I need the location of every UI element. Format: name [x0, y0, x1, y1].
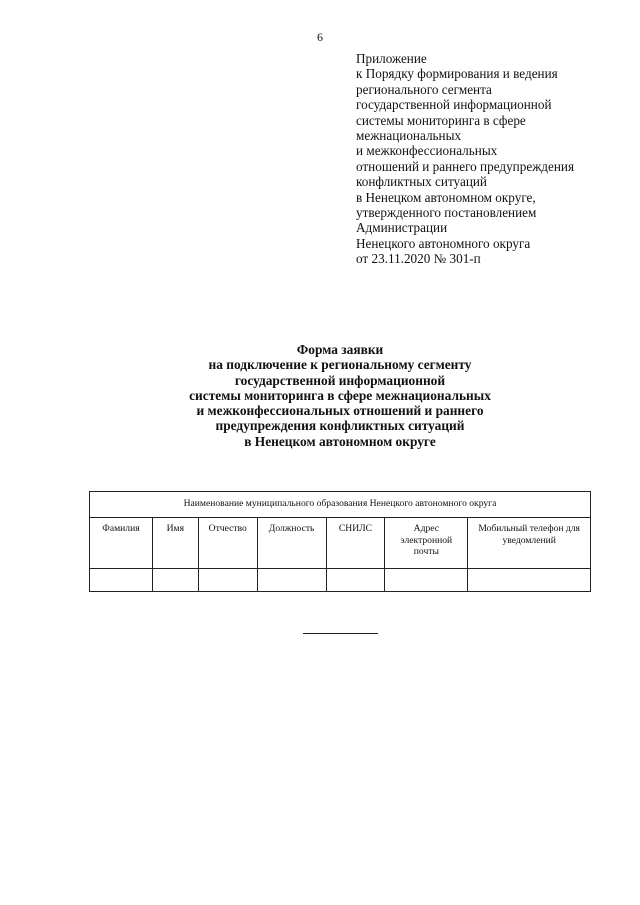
- column-header-position: Должность: [257, 518, 326, 569]
- appendix-line: конфликтных ситуаций: [356, 174, 487, 190]
- appendix-line: межнациональных: [356, 128, 462, 144]
- table-columns-row: [90, 518, 591, 569]
- form-title-line: системы мониторинга в сфере межнациональных: [189, 387, 491, 403]
- appendix-line: Администрации: [356, 220, 448, 236]
- table-cell: [326, 569, 385, 592]
- form-title-line: предупреждения конфликтных ситуаций: [215, 418, 465, 434]
- appendix-line: утвержденного постановлением: [356, 205, 537, 221]
- form-title: [0, 342, 640, 449]
- table-cell: [468, 569, 591, 592]
- appendix-line: Приложение: [356, 51, 427, 66]
- page-number: 6: [317, 30, 323, 44]
- form-title-line: на подключение к региональному сегменту: [208, 357, 472, 373]
- appendix-line: Ненецкого автономного округа: [356, 235, 531, 251]
- form-title-line: в Ненецком автономном округе: [244, 433, 436, 449]
- column-header-email: Адрес электронной почты: [385, 518, 468, 569]
- appendix-line: государственной информационной: [356, 97, 552, 113]
- table-cell: [152, 569, 198, 592]
- table-row: [90, 569, 591, 592]
- form-title-line: Форма заявки: [296, 342, 384, 357]
- municipality-header: Наименование муниципального образования Ненецкого автономного округа: [90, 492, 591, 518]
- table-header-row: [90, 492, 591, 518]
- form-title-line: государственной информационной: [234, 372, 446, 388]
- request-table: [89, 491, 591, 592]
- closing-divider-line: [303, 633, 378, 634]
- column-header-name: Имя: [152, 518, 198, 569]
- column-header-patronymic: Отчество: [198, 518, 257, 569]
- table-cell: [90, 569, 153, 592]
- appendix-block: [356, 51, 626, 267]
- appendix-line: и межконфессиональных: [356, 143, 498, 159]
- appendix-line: к Порядку формирования и ведения: [356, 66, 558, 82]
- column-header-surname: Фамилия: [90, 518, 153, 569]
- table-cell: [385, 569, 468, 592]
- table-cell: [198, 569, 257, 592]
- appendix-line: от 23.11.2020 № 301-п: [356, 251, 481, 267]
- appendix-line: в Ненецком автономном округе,: [356, 189, 536, 205]
- appendix-line: отношений и раннего предупреждения: [356, 158, 575, 174]
- table-cell: [257, 569, 326, 592]
- appendix-line: системы мониторинга в сфере: [356, 112, 526, 128]
- form-title-line: и межконфессиональных отношений и раннего: [196, 403, 484, 419]
- column-header-phone: Мобильный телефон для уведомлений: [468, 518, 591, 569]
- appendix-line: регионального сегмента: [356, 81, 492, 97]
- column-header-snils: СНИЛС: [326, 518, 385, 569]
